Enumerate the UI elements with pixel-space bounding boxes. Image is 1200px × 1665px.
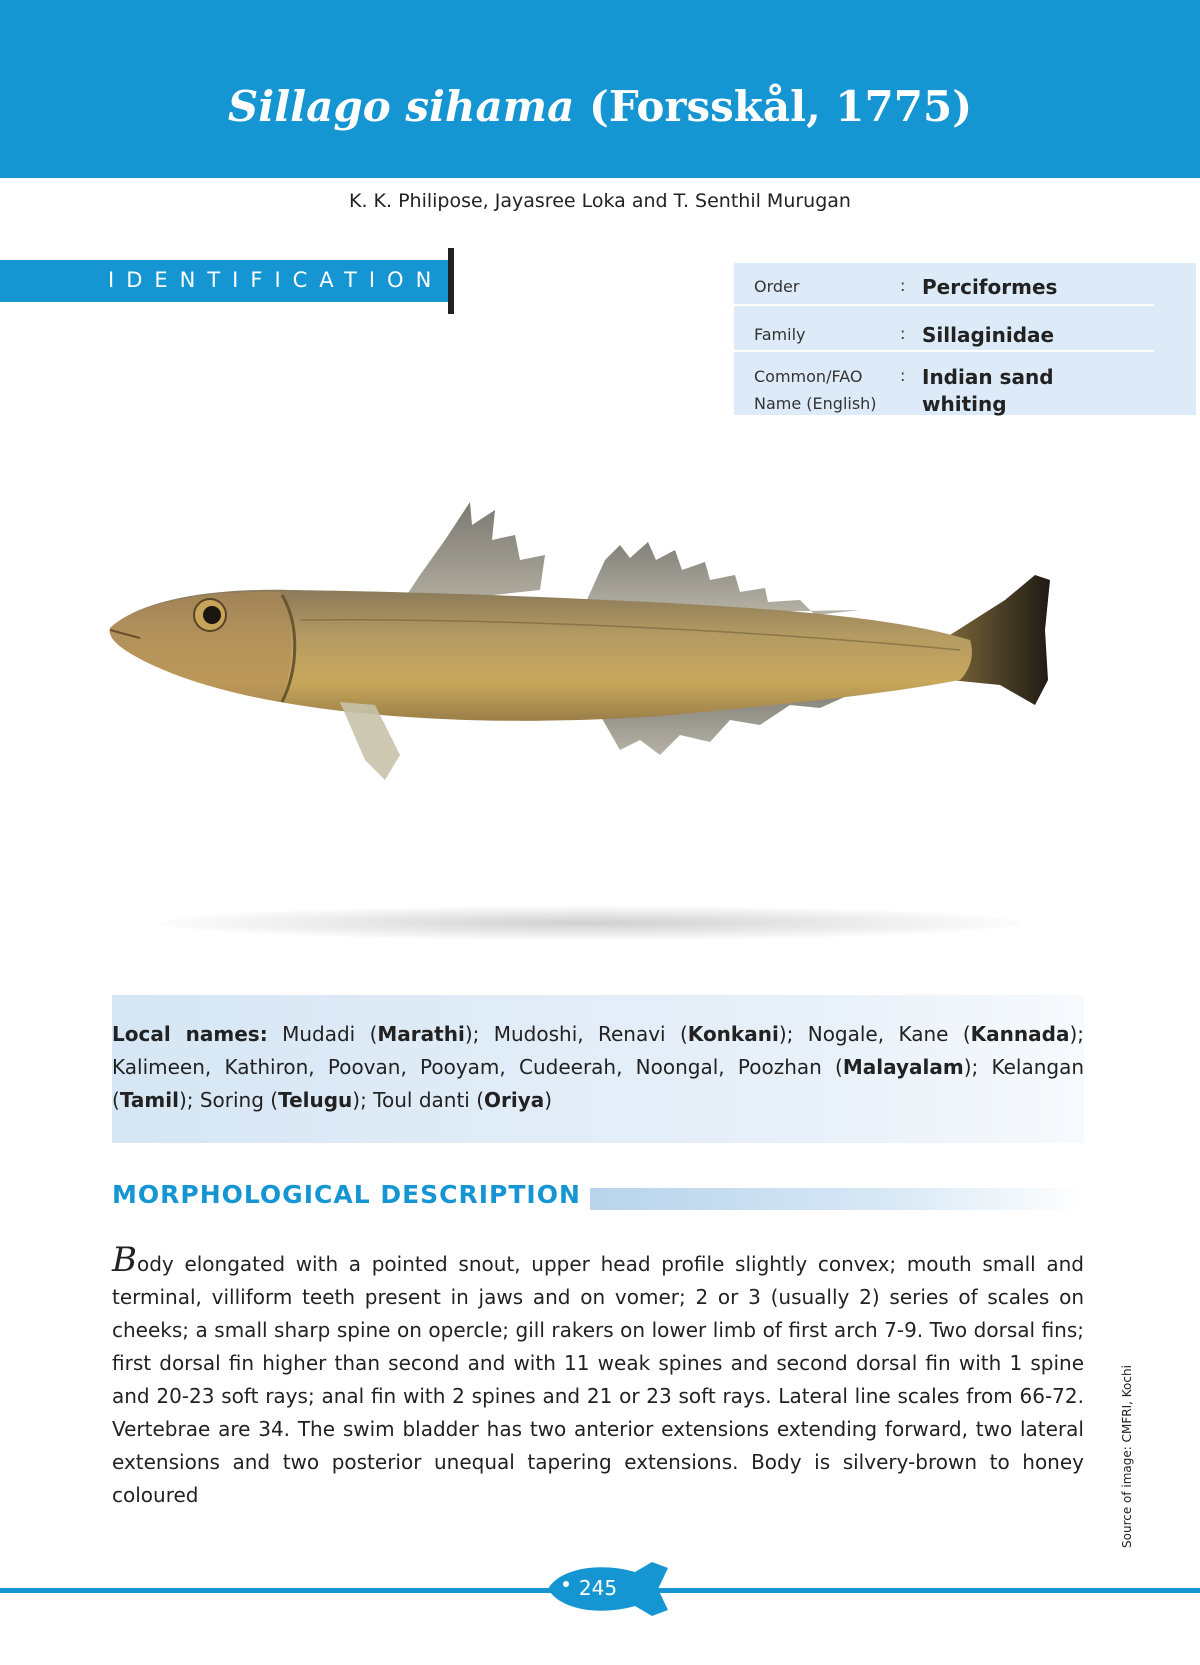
title-scientific-name: Sillago sihama bbox=[227, 82, 575, 131]
taxonomy-key: Common/FAO bbox=[754, 367, 863, 386]
identification-bar-end bbox=[448, 248, 454, 314]
taxonomy-colon: : bbox=[900, 276, 906, 295]
taxonomy-key: Name (English) bbox=[754, 394, 877, 413]
language-tamil: Tamil bbox=[119, 1088, 179, 1112]
taxonomy-separator bbox=[734, 304, 1154, 306]
language-kannada: Kannada bbox=[970, 1022, 1070, 1046]
taxonomy-colon: : bbox=[900, 324, 906, 343]
morphology-heading: MORPHOLOGICAL DESCRIPTION bbox=[112, 1180, 581, 1209]
taxonomy-colon: : bbox=[900, 366, 906, 385]
taxonomy-panel bbox=[734, 263, 1196, 415]
morphology-body: ody elongated with a pointed snout, upper head profile slightly convex; mouth small and terminal, villiform teeth present in jaws and on vomer; 2 or 3 (usually 2) series of scales on cheeks; a small sharp spine on opercle; gill rakers on lower limb of first arch 7-9. Two dorsal fins; first dorsal fin higher than second and with 11 weak spines and second dorsal fin with 1 spine and 20-23 soft rays; anal fin with 2 spines and 21 or 23 soft rays. Lateral line scales from 66-72. Vertebrae are 34. The swim bladder has two anterior extensions extending forward, two lateral extensions and two posterior unequal tapering extensions. Body is silvery-brown to honey coloured bbox=[112, 1252, 1084, 1507]
language-malayalam: Malayalam bbox=[842, 1055, 964, 1079]
taxonomy-value: Perciformes bbox=[922, 275, 1058, 299]
taxonomy-key: Order bbox=[754, 277, 800, 296]
morphology-text bbox=[112, 1240, 1084, 1512]
local-names-label: Local names: bbox=[112, 1022, 268, 1046]
taxonomy-value: Indian sand bbox=[922, 365, 1054, 389]
taxonomy-key: Family bbox=[754, 325, 806, 344]
image-credit: Source of image: CMFRI, Kochi bbox=[1120, 1365, 1134, 1548]
fish-shadow bbox=[160, 906, 1020, 940]
taxonomy-value: whiting bbox=[922, 392, 1007, 416]
language-marathi: Marathi bbox=[377, 1022, 465, 1046]
first-dorsal-fin bbox=[400, 502, 545, 605]
title-authority: (Forsskål, 1775) bbox=[588, 82, 973, 131]
language-oriya: Oriya bbox=[484, 1088, 545, 1112]
local-names-text: Local names: Mudadi (Marathi); Mudoshi, Renavi (Konkani); Nogale, Kane (Kannada); Kalimeen, Kathiron, Poovan, Pooyam, Cudeerah, Noongal, Poozhan (Malayalam); Kelangan (Tamil); Soring (Telugu); Toul danti (Oriya) bbox=[112, 1022, 1085, 1112]
authors: K. K. Philipose, Jayasree Loka and T. Senthil Murugan bbox=[349, 190, 851, 212]
language-konkani: Konkani bbox=[687, 1022, 779, 1046]
dropcap: B bbox=[112, 1240, 137, 1280]
fish-illustration bbox=[100, 480, 1120, 860]
morphology-heading-bar bbox=[590, 1188, 1086, 1210]
page-number: 245 bbox=[578, 1576, 618, 1600]
identification-label: IDENTIFICATION bbox=[108, 268, 444, 292]
taxonomy-separator bbox=[734, 350, 1154, 352]
page-title bbox=[0, 82, 1200, 131]
language-telugu: Telugu bbox=[278, 1088, 353, 1112]
taxonomy-value: Sillaginidae bbox=[922, 323, 1055, 347]
